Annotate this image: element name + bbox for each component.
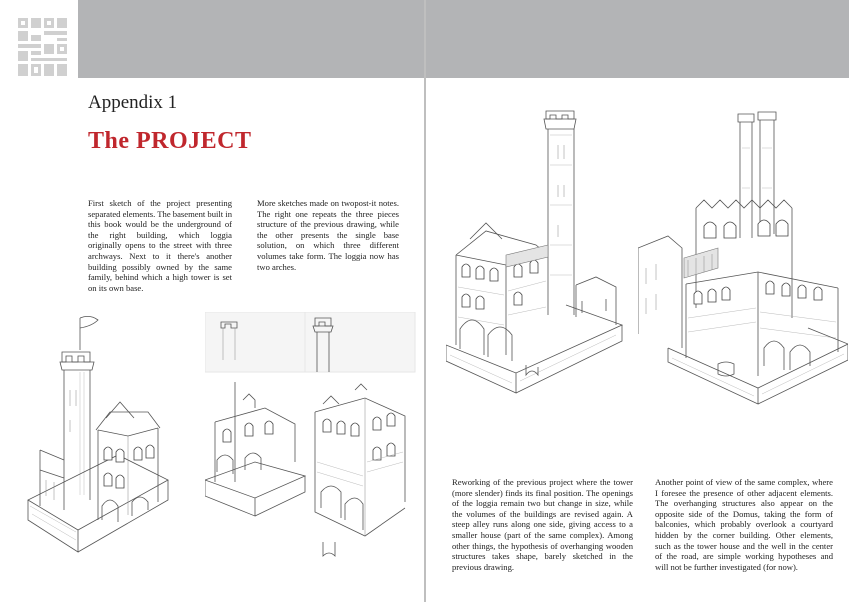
appendix-heading: Appendix 1 <box>88 92 178 113</box>
caption-postit-sketches: More sketches made on twopost-it notes. The right one repeats the three pieces structure of the previous drawing, while the other presents the single base solution, on which three different volumes take form. The loggia now has two arches. <box>257 198 399 272</box>
sketch-postit-notes <box>205 312 419 564</box>
series-logo-icon <box>18 18 68 76</box>
caption-first-sketch: First sketch of the project presenting separated elements. The basement built in this book would be the underground of the right building, which loggia originally opens to the street with three archways. Next to it there's another building possibly owned by the same family, behind which a high tower is set on its own base. <box>88 198 232 293</box>
left-page <box>0 0 424 602</box>
page-title: The PROJECT <box>88 128 252 154</box>
header-band <box>78 0 424 78</box>
sketch-another-view <box>638 108 848 418</box>
sketch-reworked-project <box>446 105 646 420</box>
caption-another-view: Another point of view of the same complex, where I foresee the presence of other adjacent elements. The overhanging structures also appear on the opposite side of the Domus, taking the form of balconies, which probably overlook a courtyard hidden by the corner building. Other elements, such as the tower house and the well in the center of the road, are simple working hypotheses and will not be further investigated (for now). <box>655 477 833 572</box>
sketch-first-project <box>18 310 198 565</box>
header-band-right <box>426 0 849 78</box>
right-page <box>426 0 849 602</box>
caption-reworked-project: Reworking of the previous project where the tower (more slender) finds its final position. The openings of the loggia remain two but change in size, while the volumes of the buildings are revised again. A steep alley runs along one side, giving access to a smaller house (part of the same complex). Among other things, the hypothesis of overhanging wooden structures takes shape, barely sketched in the previous drawing. <box>452 477 633 572</box>
